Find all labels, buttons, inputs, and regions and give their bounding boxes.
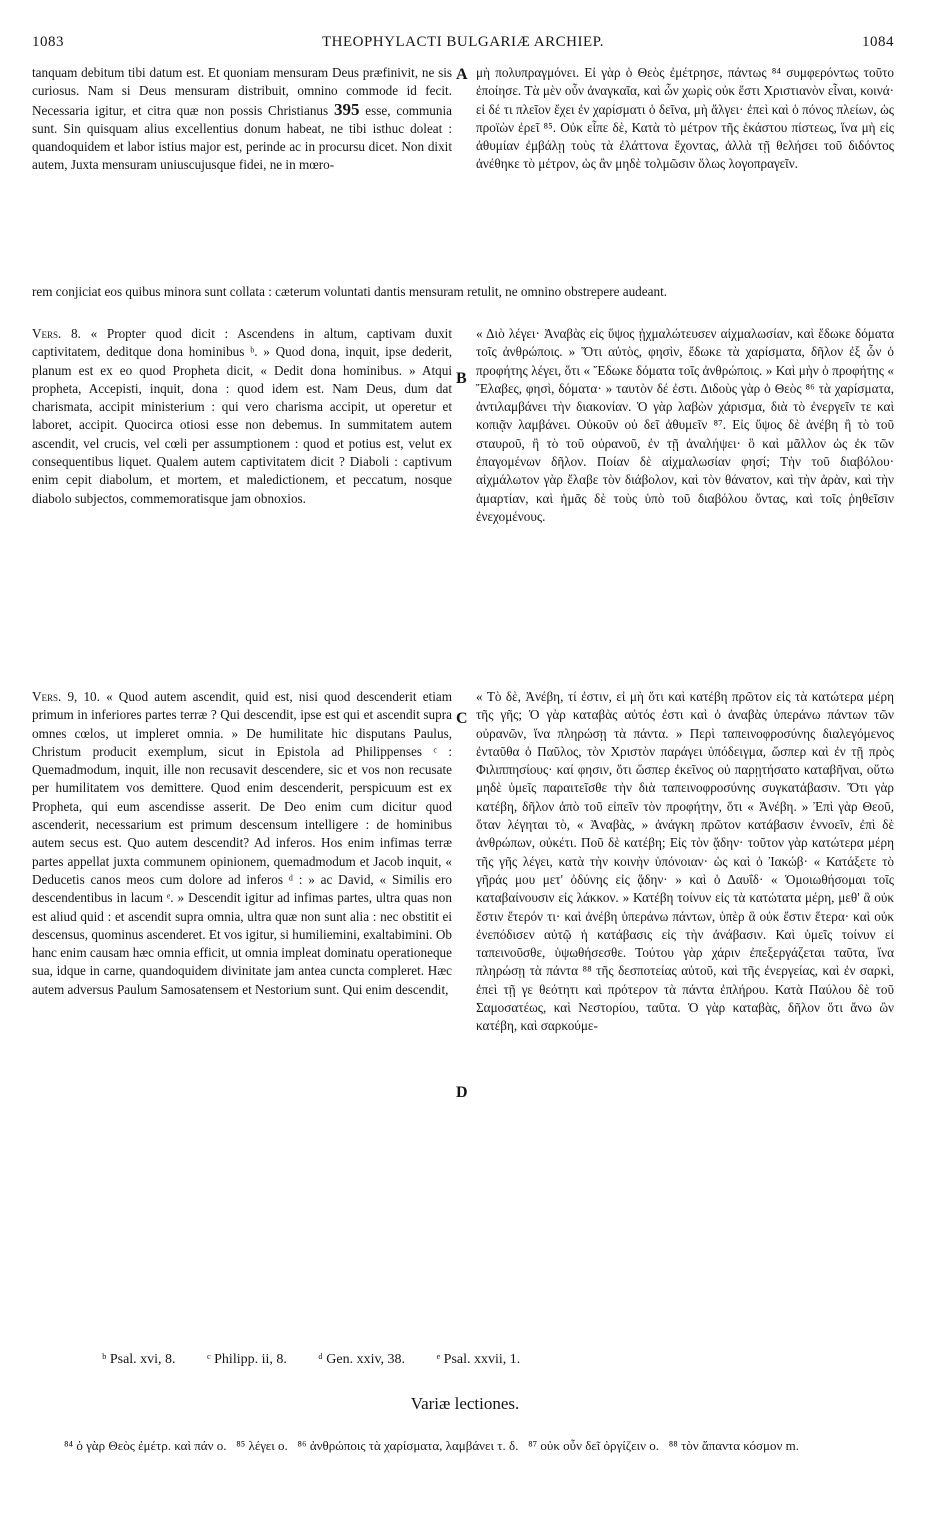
greek-column-part-3 [476, 688, 894, 1036]
greek-paragraph: « Διὸ λέγει· Ἀναβὰς εἰς ὕψος ᾐχμαλώτευσεν αἰχμαλωσίαν, καὶ ἔδωκε δόματα τοῖς ἀνθρώποις. » Ὅτι αὐτὸς, φησὶν, ἔδωκε τὰ χαρίσματα, δῆλον ἐξ ὧν ὁ προφήτης λέγει, ὅτι « Ἔδωκε δόματα τοῖς ἀνθρώποις. » Καὶ μὴν ὁ προφήτης « Ἔλαβες, φησὶ, δόματα· » ταυτὸν δέ ἐστι. Διδοὺς γὰρ ὁ Θεὸς ⁸⁶ τὰ χαρίσματα, ἀντιλαμβάνει τὴν διακονίαν. Ὁ γὰρ λαβὼν χάρισμα, διὰ τὸ ἐνεργεῖν τε καὶ κοπιᾷν λαμβάνει. Οὐκοῦν οὐ δεῖ ἀθυμεῖν ⁸⁷. Εἰς ὕψος δὲ ἀνέβη ἢ τὸ τοῦ σταυροῦ, ἢ τὸ τοῦ οὐρανοῦ, ἐν τῇ ἀναλήψει· ὃ καὶ μᾶλλον ὡς ἐκ τῶν ἐπαγομένων δῆλον. Ποίαν δὲ αἰχμαλωσίαν φησί; Τὴν τοῦ διαβόλου· αἰχμάλωτον γὰρ ἔλαβε τὸν διάβολον, καὶ τὸν θάνατον, καὶ τὴν ἀρὰν, καὶ τὴν ἁμαρτίαν, καὶ ἡμᾶς δὲ τοὺς ὑπὸ τοῦ διαβόλου ὄντας, καὶ τοῖς ῥηθεῖσιν ἐνεχομένους. [476, 326, 894, 524]
reference: ᵉ Psal. xxvii, 1. [436, 1352, 521, 1367]
reference: ᵈ Gen. xxiv, 38. [318, 1352, 406, 1367]
variant-reading: ⁸⁶ ἀνθρώποις τὰ χαρίσματα, λαμβάνει τ. δ. [297, 1438, 519, 1453]
latin-paragraph [32, 64, 452, 175]
latin-paragraph [32, 688, 452, 999]
full-width-line: rem conjiciat eos quibus minora sunt collata : cæterum voluntati dantis mensuram retulit, ne omnino obstrepere audeant. [32, 284, 668, 299]
latin-text: tanquam debitum tibi datum est. Et quoniam mensuram Deus præfinivit, ne sis curiosus. Nam si Deus mensuram distribuit, omnino commode id fecit. Necessaria igitur, et citra quæ non possis Christianus [32, 65, 452, 118]
greek-column-part-2 [476, 325, 894, 526]
reference: ᵇ Psal. xvi, 8. [102, 1352, 176, 1367]
greek-column-part-1 [476, 64, 894, 284]
latin-text: « Propter quod dicit : Ascendens in altum, captivam duxit captivitatem, deditque dona hominibus ᵇ. » Quod dona, inquit, ipse dederit, planum est ex eo quod Propheta dicit, « Dedit dona hominibus. » Atqui propheta, Accepisti, inquit, dona : quod idem est. Nam Deus, dum dat charismata, accipit ministerium : qui vero charisma accipit, ut operetur et laboret, accipit. Quocirca otiosi esse non debemus. In summitatem autem ascendit, vel crucis, vel cœli per assumptionem : quod et potius est, velut ex consequentibus liquet. Qualem autem captivitatem dicit ? Diaboli : captivum enim cepit diabolum, et mortem, et maledictionem, et peccatum, nosque diabolo subjectos, commemoratisque jam obnoxios. [32, 326, 453, 506]
page-number-left: 1083 [32, 34, 64, 50]
scripture-references [102, 1352, 862, 1368]
variant-reading: ⁸⁵ λέγει ο. [236, 1438, 288, 1453]
verse-label: Vers. 8. [32, 326, 81, 341]
latin-paragraph [32, 325, 452, 508]
latin-column-part-1 [32, 64, 452, 284]
variant-reading: ⁸⁴ ὁ γὰρ Θεὸς ἐμέτρ. καὶ πάν ο. [64, 1438, 227, 1453]
latin-column-part-2 [32, 325, 452, 508]
verse-label: Vers. 9, 10. [32, 689, 100, 704]
variant-reading: ⁸⁸ τὸν ἅπαντα κόσμον m. [668, 1438, 799, 1453]
section-marker-b: B [456, 370, 467, 387]
page-header [32, 34, 894, 56]
variant-reading: ⁸⁷ οὐκ οὖν δεῖ ὀργίζειν ο. [528, 1438, 659, 1453]
running-title: THEOPHYLACTI BULGARIÆ ARCHIEP. [321, 34, 605, 50]
column-number: 395 [333, 99, 360, 119]
greek-paragraph: « Τὸ δὲ, Ἀνέβη, τί ἐστιν, εἰ μὴ ὅτι καὶ κατέβη πρῶτον εἰς τὰ κατώτερα μέρη τῆς γῆς; Ὁ γὰρ καταβὰς αὐτός ἐστι καὶ ὁ ἀναβὰς ὑπεράνω πάντων τῶν οὐρανῶν, ἵνα πληρώσῃ τὰ πάντα. » Περὶ ταπεινοφροσύνης διαλεγόμενος ἐνταῦθα ὁ Παῦλος, τὸν Χριστὸν παράγει ὑπόδειγμα, ὥσπερ καὶ ἐν τῇ πρὸς Φιλιππησίους· καί φησιν, ὅτι ὥσπερ ἐκεῖνος οὐ παρῃτήσατο καταβῆναι, οὕτω μηδὲ ὑμεῖς παραιτεῖσθε τὴν διὰ ταπεινοφροσύνης συγκατάβασιν. Ὅτι γὰρ κατέβη, δῆλον ἀπὸ τοῦ εἰπεῖν τὸν προφήτην, ὅτι « Ἀνέβη. » Ἐπὶ γὰρ Θεοῦ, ὅταν λέγηται τὸ, « Ἀναβὰς, » ἀνάγκη πρῶτον κατάβασιν ἐννοεῖν, ἐπὶ δὲ ἀνθρώπων, οὐκέτι. Ποῦ δὲ κατέβη; Εἰς τὸν ᾅδην· τοῦτον γὰρ κατώτερα μέρη τῆς γῆς λέγει, κατὰ τὴν κοινὴν ὑπόνοιαν· ὡς καὶ ὁ Ἰακώβ· « Κατάξετε τὸ γῆράς μου μετ' ὀδύνης εἰς ᾅδην· » καὶ ὁ Δαυΐδ· « Ὁμοιωθήσομαι τοῖς καταβαίνουσιν εἰς λάκκον. » Κατέβη τοίνυν εἰς τὰ κατώτατα μέρη, μεθ' ἃ οὐκ ἔστιν ἕτερόν τι· καὶ ἀνέβη ὑπεράνω πάντων, ὑπὲρ ἃ οὐκ ἔστιν ἕτερα· καὶ οὐκ ἐνεπόδισεν αὐτῷ ἡ κατάβασις εἰς τὴν ἀνάβασιν. Καὶ ὑμεῖς τοίνυν εἰ ταπεινοῦσθε, ὑψωθήσεσθε. Τούτου γὰρ χάριν ἐπεξεργάζεται ταῦτα, ἵνα πληρώσῃ τὰ πάντα ⁸⁸ τῆς δεσποτείας αὐτοῦ, καὶ τῆς ἐνεργείας, καὶ ἐν σαρκὶ, ἐπεὶ τῇ γε θεότητι καὶ πρότερον τὰ πάντα ἐπλήρου. Κατὰ Παύλου δὲ τοῦ Σαμοσατέως, καὶ Νεστορίου, ταῦτα. Ὁ γὰρ καταβὰς, δῆλον ὅτι ἄνω ὢν κατέβη, καὶ σαρκούμε- [476, 689, 894, 1034]
latin-text: « Quod autem ascendit, quid est, nisi quod descenderit etiam primum in inferiores partes terræ ? Qui descendit, ipse est qui et ascendit supra omnes cœlos, ut impleret omnia. » De humilitate hic disputans Paulus, Christum producit exemplum, sicut in Epistola ad Philippenses ᶜ : Quemadmodum, inquit, ille non recusavit descendere, sic et vos non recusate per humilitatem vos demittere. Quod enim descenderit, perspicuum est ex Propheta, qui eum ascendisse asserit. De Deo enim cum dicitur quod ascenderit, necessarium est primum descensum intelligere : de hominibus autem secus est. Quo autem descendit? Ad inferos. Hos enim infimas terræ partes appellat juxta communem opinionem, quemadmodum et Jacob inquit, « Deducetis canos meos cum dolore ad inferos ᵈ : » ac David, « Similis ero descendentibus in lacum ᵉ. » Descendit igitur ad infimas partes, ultra quas non est aliud quid : et ascendit supra omnia, ultra quæ non sunt alia : nec obstitit ei descensus, quominus ascenderet. Et vos igitur, si humiliemini, exaltabimini. Ob hanc enim causam hæc omnia efficit, ut omnia impleat dominatu operationeque sua, idque in carne, quandoquidem divinitate jam antea cuncta compleret. Hæc autem adversus Paulum Samosatensem et Nestorium sunt. Qui enim descendit, [32, 689, 452, 997]
latin-text: esse, communia sunt. Sin quisquam alius excellentius donum habeat, ne tibi isthuc doleat : quandoquidem et labor istius major est, perinde ac in procursu dicet. Non dixit autem, Juxta mensuram uniuscujusque fidei, ne in mœro- [32, 102, 453, 173]
reference: ᶜ Philipp. ii, 8. [207, 1352, 287, 1367]
section-marker-c: C [456, 710, 468, 727]
greek-paragraph: μὴ πολυπραγμόνει. Εἰ γὰρ ὁ Θεὸς ἐμέτρησε, πάντως ⁸⁴ συμφερόντως τοῦτο ἐποίησε. Τὰ μὲν οὖν ἀναγκαῖα, καὶ ὧν χωρὶς οὐκ ἔστι Χριστιανὸν εἶναι, κοινά· εἰ δέ τι πλεῖον ἔχει ἐν χαρίσματι ὁ δεῖνα, μὴ ἄλγει· ἐπεὶ καὶ ὁ πόνος πλείων, ὡς προϊὼν ἐρεῖ ⁸⁵. Οὐκ εἶπε δὲ, Κατὰ τὸ μέτρον τῆς ἑκάστου πίστεως, ἵνα μὴ εἰς ἀθυμίαν ἐμβάλῃ τοὺς τὰ ἐλάττονα ἔχοντας, ἀλλὰ τῇ θελήσει τοῦ διδόντος ἀνέθηκε τὸ μέτρον, ὡς ἂν μηδὲ τολμῶσιν ὅλως λογοπραγεῖν. [476, 65, 894, 172]
section-marker-d: D [456, 1084, 468, 1101]
section-marker-a: A [456, 66, 468, 83]
variae-lectiones-title: Variæ lectiones. [410, 1394, 520, 1413]
variae-lectiones [64, 1436, 884, 1455]
page-number-right: 1084 [862, 34, 894, 50]
latin-column-part-3 [32, 688, 452, 999]
